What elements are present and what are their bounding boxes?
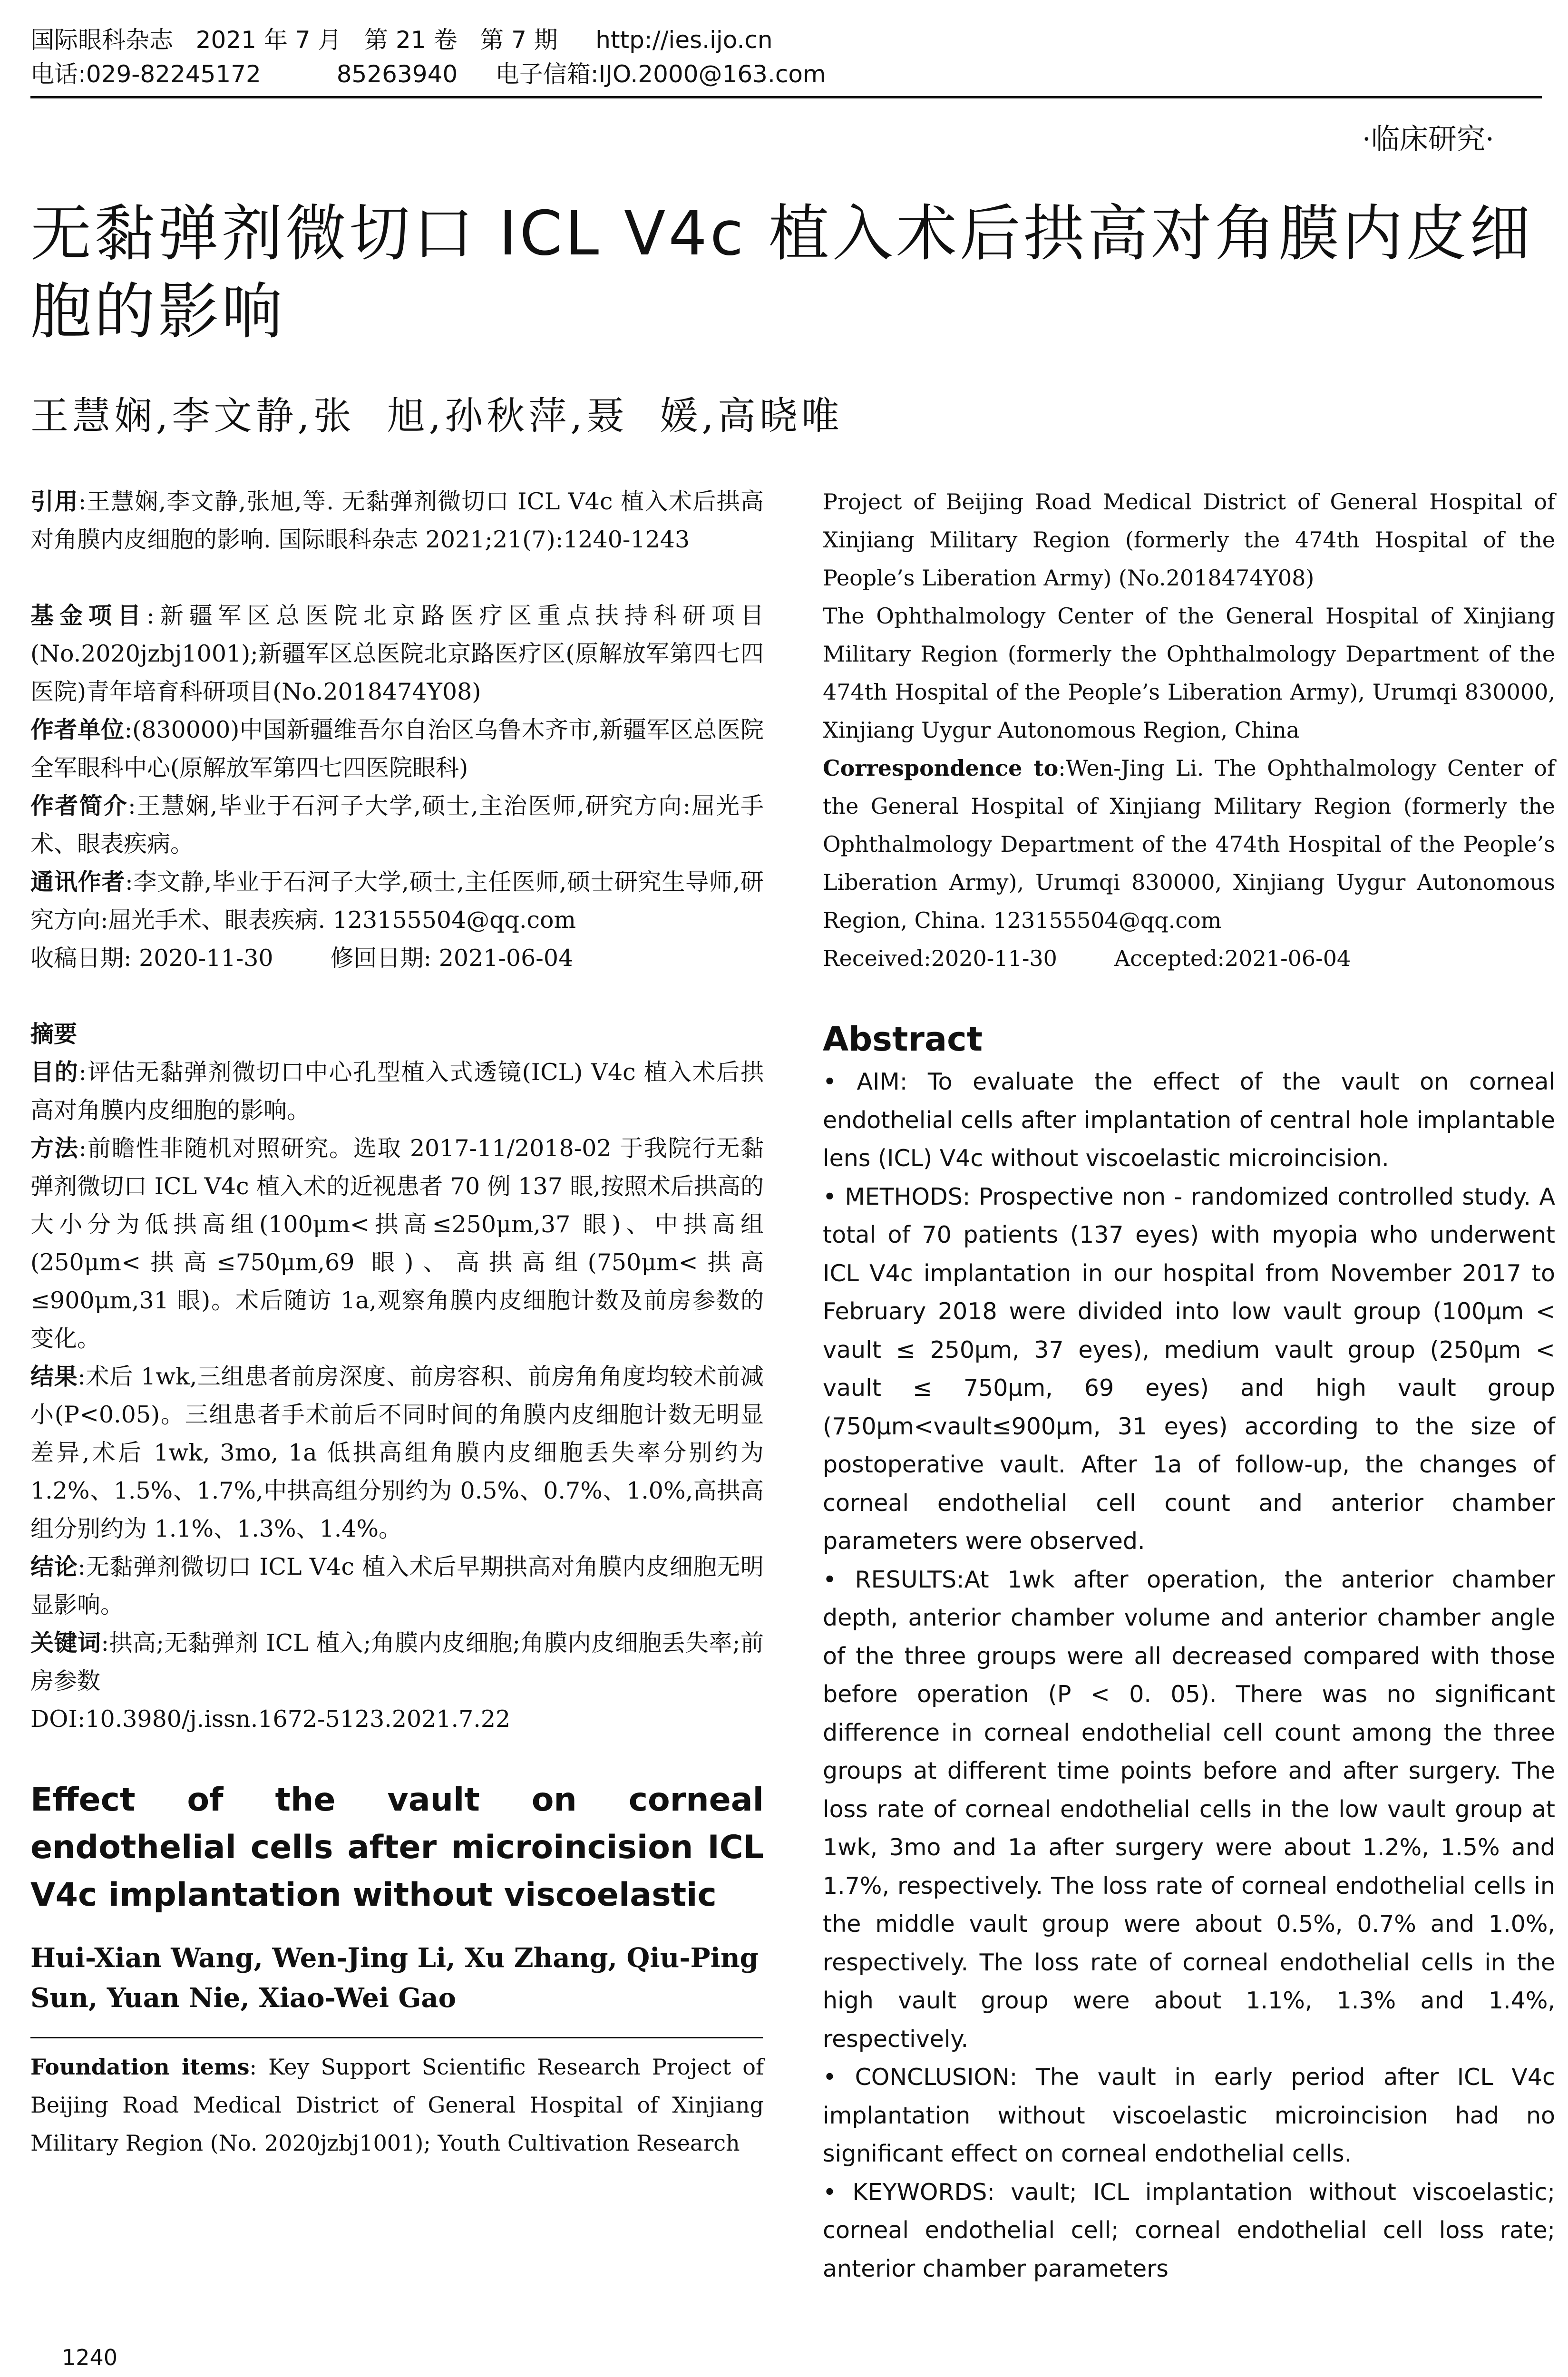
- foundation-continued: Project of Beijing Road Medical District of General Hospital of Xinjiang Military Region (formerly the 474th Hospital of the People’s Liberation Army) (No.2018474Y08): [823, 489, 1555, 591]
- correspondence-text: :Wen-Jing Li. The Ophthalmology Center of the General Hospital of Xinjiang Military Region (formerly the Ophthalmology Department of the 474th Hospital of the People’s Liberation Army), Urumqi 830000, Xinjiang Uygur Autonomous Region, China. 123155504@qq.com: [823, 755, 1556, 933]
- citation-label: 引用: [30, 488, 78, 515]
- citation-text: :王慧娴,李文静,张旭,等. 无黏弹剂微切口 ICL V4c 植入术后拱高对角膜内皮细胞的影响. 国际眼科杂志 2021;21(7):1240-1243: [30, 488, 764, 553]
- results-en: • RESULTS:At 1wk after operation, the anterior chamber depth, anterior chamber volume and anterior chamber angle of the three groups were all decreased compared with those before operation (P < 0. 05). There was no significant difference in corneal endothelial cell count among the three groups at different time points before and after surgery. The loss rate of corneal endothelial cells in the low vault group at 1wk, 3mo and 1a after surgery were about 1.2%, 1.5% and 1.7%, respectively. The loss rate of corneal endothelial cells in the middle vault group were about 0.5%, 0.7% and 1.0%, respectively. The loss rate of corneal endothelial cells in the high vault group were about 1.1%, 1.3% and 1.4%, respectively.: [823, 1566, 1555, 2053]
- revised-date: 修回日期: 2021-06-04: [330, 945, 574, 972]
- fund-label: 基金项目: [30, 602, 147, 629]
- foundation-items: [30, 2048, 764, 2162]
- english-title: Effect of the vault on corneal endothelial cells after microincision ICL V4c implantation without viscoelastic: [30, 1781, 764, 1914]
- conclusion-cn: [30, 1548, 764, 1624]
- dates-en: [823, 939, 1555, 977]
- bio-text: :王慧娴,毕业于石河子大学,硕士,主治医师,研究方向:屈光手术、眼表疾病。: [30, 792, 764, 857]
- doi: DOI:10.3980/j.issn.1672-5123.2021.7.22: [30, 1705, 511, 1733]
- fund-text: :新疆军区总医院北京路医疗区重点扶持科研项目(No.2020jzbj1001);新疆军区总医院北京路医疗区(原解放军第四七四医院)青年培育科研项目(No.2018474Y08): [30, 602, 764, 705]
- method-cn: [30, 1130, 764, 1358]
- methods-en: • METHODS: Prospective non - randomized controlled study. A total of 70 patients (137 eyes) with myopia who underwent ICL V4c implantation in our hospital from November 2017 to February 2018 were divided into low vault group (100μm < vault ≤ 250μm, 37 eyes), medium vault group (250μm < vault ≤ 750μm, 69 eyes) and high vault group (750μm<vault≤900μm, 31 eyes) according to the size of postoperative vault. After 1a of follow-up, the changes of corneal endothelial cell count and anterior chamber parameters were observed.: [823, 1183, 1555, 1555]
- unit-label: 作者单位: [30, 716, 125, 743]
- keywords-label: 关键词: [30, 1629, 101, 1656]
- foundation-text: : Key Support Scientific Research Project of Beijing Road Medical District of General Hospital of Xinjiang Military Region (No. 2020jzbj1001); Youth Cultivation Research: [30, 2054, 764, 2156]
- received-date: 收稿日期: 2020-11-30: [30, 945, 273, 972]
- fund-info: [30, 597, 764, 711]
- aim-cn: [30, 1053, 764, 1130]
- keywords-text: :拱高;无黏弹剂 ICL 植入;角膜内皮细胞;角膜内皮细胞丢失率;前房参数: [30, 1629, 764, 1695]
- affiliation-en: The Ophthalmology Center of the General Hospital of Xinjiang Military Region (formerly the Ophthalmology Department of the 474th Hospital of the People’s Liberation Army), Urumqi 830000, Xinjiang Uygur Autonomous Region, China: [823, 603, 1555, 743]
- keywords-cn: [30, 1624, 764, 1700]
- result-text: :术后 1wk,三组患者前房深度、前房容积、前房角角度均较术前减小(P<0.05)。三组患者手术前后不同时间的角膜内皮细胞计数无明显差异,术后 1wk, 3mo, 1a 低拱高组角膜内皮细胞丢失率分别约为 1.2%、1.5%、1.7%,中拱高组分别约为 0.5%、0.7%、1.0%,高拱高组分别约为 1.1%、1.3%、1.4%。: [30, 1363, 764, 1542]
- english-authors: Hui-Xian Wang, Wen-Jing Li, Xu Zhang, Qiu-Ping Sun, Yuan Nie, Xiao-Wei Gao: [30, 1942, 759, 2014]
- author-bio: [30, 787, 764, 863]
- result-label: 结果: [30, 1363, 78, 1390]
- keywords-en: • KEYWORDS: vault; ICL implantation without viscoelastic; corneal endothelial cell; corneal endothelial cell loss rate; anterior chamber parameters: [823, 2178, 1555, 2282]
- dates-cn: [30, 939, 764, 977]
- left-column: [30, 483, 764, 2162]
- citation: [30, 483, 764, 559]
- method-text: :前瞻性非随机对照研究。选取 2017-11/2018-02 于我院行无黏弹剂微切口 ICL V4c 植入术的近视患者 70 例 137 眼,按照术后拱高的大小分为低拱高组(100μm<拱高≤250μm,37 眼)、中拱高组(250μm<拱高≤750μm,69 眼)、高拱高组(750μm<拱高≤900μm,31 眼)。术后随访 1a,观察角膜内皮细胞计数及前房参数的变化。: [30, 1135, 764, 1352]
- article-title: 无黏弹剂微切口 ICL V4c 植入术后拱高对角膜内皮细胞的影响: [30, 198, 1533, 347]
- correspondence-en: [823, 749, 1555, 939]
- section-tag: ·临床研究·: [1362, 123, 1494, 156]
- result-cn: [30, 1358, 764, 1548]
- conclusion-label: 结论: [30, 1553, 78, 1580]
- received-en: Received:2020-11-30: [823, 945, 1057, 971]
- aim-label: 目的: [30, 1059, 79, 1086]
- foundation-label: Foundation items: [30, 2054, 250, 2080]
- conclusion-en: • CONCLUSION: The vault in early period after ICL V4c implantation without viscoelastic microincision had no significant effect on corneal endothelial cells.: [823, 2064, 1555, 2167]
- header-divider: [30, 96, 1542, 98]
- abstract-heading-en: Abstract: [823, 1020, 983, 1059]
- accepted-en: Accepted:2021-06-04: [1114, 945, 1351, 971]
- journal-info-line: 国际眼科杂志 2021 年 7 月 第 21 卷 第 7 期 http://ies.ijo.cn: [30, 26, 773, 54]
- abstract-label: 摘要: [30, 1021, 78, 1048]
- conclusion-text: :无黏弹剂微切口 ICL V4c 植入术后早期拱高对角膜内皮细胞无明显影响。: [30, 1553, 764, 1618]
- aim-en: • AIM: To evaluate the effect of the vault on corneal endothelial cells after implantation of central hole implantable lens (ICL) V4c without viscoelastic microincision.: [823, 1068, 1555, 1172]
- page-number: 1240: [62, 2345, 118, 2370]
- journal-contact-line: 电话:029-82245172 85263940 电子信箱:IJO.2000@163.com: [30, 60, 826, 88]
- abstract-heading-cn: [30, 1015, 764, 1053]
- aim-text: :评估无黏弹剂微切口中心孔型植入式透镜(ICL) V4c 植入术后拱高对角膜内皮细胞的影响。: [30, 1059, 764, 1124]
- corr-text: :李文静,毕业于石河子大学,硕士,主任医师,硕士研究生导师,研究方向:屈光手术、眼表疾病. 123155504@qq.com: [30, 868, 764, 934]
- journal-header: [30, 23, 1542, 91]
- corr-label: 通讯作者: [30, 868, 126, 896]
- right-column: [823, 483, 1555, 2288]
- corresponding-author: [30, 863, 764, 939]
- method-label: 方法: [30, 1135, 79, 1162]
- correspondence-label: Correspondence to: [823, 755, 1059, 781]
- unit-text: :(830000)中国新疆维吾尔自治区乌鲁木齐市,新疆军区总医院全军眼科中心(原解放军第四七四医院眼科): [30, 716, 764, 781]
- author-unit: [30, 711, 764, 787]
- authors-chinese: 王慧娴,李文静,张 旭,孙秋萍,聂 媛,高晓唯: [30, 394, 843, 438]
- bio-label: 作者简介: [30, 792, 128, 819]
